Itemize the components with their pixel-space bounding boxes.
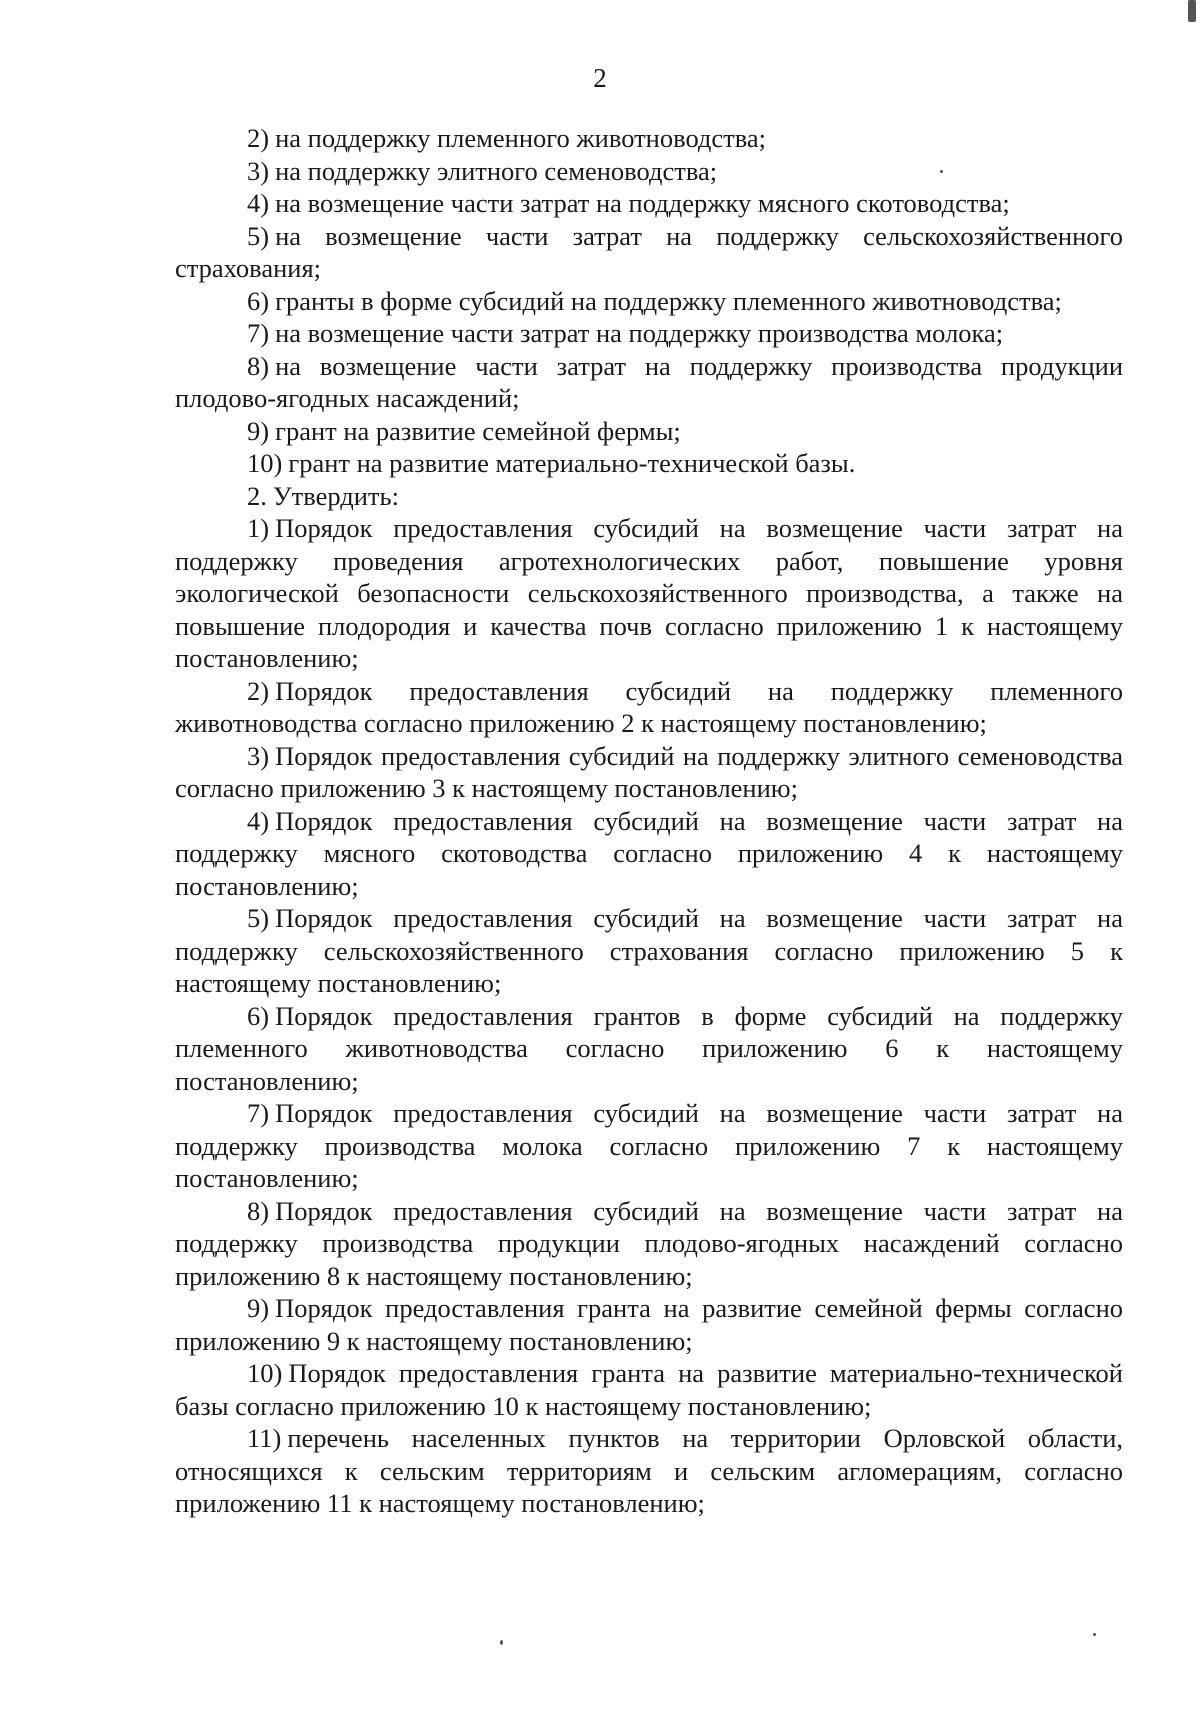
item-text: грант на развитие материально-технической базы. — [288, 448, 856, 478]
scan-speck — [940, 170, 943, 173]
item-number: 9) — [247, 1293, 270, 1323]
list-item — [175, 1357, 1123, 1422]
item-number: 11) — [247, 1423, 282, 1453]
item-number: 2) — [247, 123, 270, 153]
item-number: 8) — [247, 350, 270, 381]
item-text: Порядок предоставления грантов в форме субсидий на поддержку племенного животноводства согласно приложению 6 к настоящему постановлению; — [175, 1000, 1123, 1096]
list-item — [175, 350, 1123, 415]
item-text: Порядок предоставления субсидий на возмещение части затрат на поддержку проведения агротехнологических работ, повышение уровня экологической безопасности сельскохозяйственного производства, а также на повышение плодородия и качества почв согласно приложению 1 к настоящему постановлению; — [175, 513, 1123, 673]
section-number: 2. — [247, 480, 267, 511]
item-number: 8) — [247, 1195, 270, 1226]
item-number: 7) — [247, 1098, 270, 1128]
item-number: 4) — [247, 805, 270, 836]
list-item — [175, 805, 1123, 903]
item-text: Порядок предоставления гранта на развитие семейной фермы согласно приложению 9 к настоящему постановлению; — [175, 1293, 1123, 1356]
list-item — [175, 1422, 1123, 1520]
item-number: 10) — [247, 448, 283, 478]
item-number: 1) — [247, 513, 270, 543]
section-text: Утвердить: — [272, 480, 399, 511]
scan-speck — [500, 1640, 503, 1645]
item-text: Порядок предоставления субсидий на возмещение части затрат на поддержку мясного скотоводства согласно приложению 4 к настоящему постановлению; — [175, 805, 1123, 901]
list-item — [175, 122, 1123, 155]
item-number: 3) — [247, 740, 270, 771]
document-body — [175, 122, 1123, 1520]
item-number: 7) — [247, 318, 270, 348]
item-number: 9) — [247, 415, 270, 446]
item-number: 6) — [247, 285, 270, 316]
item-text: Порядок предоставления субсидий на возмещение части затрат на поддержку сельскохозяйственного страхования согласно приложению 5 к настоящему постановлению; — [175, 903, 1123, 998]
list-item — [175, 1097, 1123, 1195]
scan-speck — [1188, 0, 1196, 22]
item-text: гранты в форме субсидий на поддержку племенного животноводства; — [275, 285, 1062, 316]
item-text: Порядок предоставления субсидий на поддержку племенного животноводства согласно приложению 2 к настоящему постановлению; — [175, 675, 1123, 738]
list-item — [175, 285, 1123, 318]
item-text: на поддержку племенного животноводства; — [275, 123, 767, 153]
item-text: на поддержку элитного семеноводства; — [275, 155, 718, 186]
list-item — [175, 415, 1123, 448]
item-number: 2) — [247, 675, 270, 706]
item-text: Порядок предоставления субсидий на возмещение части затрат на поддержку производства продукции плодово-ягодных насаждений согласно приложению 8 к настоящему постановлению; — [175, 1195, 1123, 1291]
list-item — [175, 675, 1123, 740]
item-text: грант на развитие семейной фермы; — [275, 415, 681, 446]
scan-speck — [1093, 1633, 1096, 1636]
list-item — [175, 1195, 1123, 1293]
item-text: на возмещение части затрат на поддержку производства продукции плодово-ягодных насаждений; — [175, 350, 1123, 413]
list-item — [175, 317, 1123, 350]
section-heading — [175, 480, 1123, 513]
list-item — [175, 220, 1123, 285]
page-number: 2 — [593, 63, 607, 93]
item-number: 10) — [247, 1358, 283, 1388]
item-number: 5) — [247, 220, 270, 251]
list-item — [175, 155, 1123, 188]
item-number: 4) — [247, 188, 270, 218]
item-text: на возмещение части затрат на поддержку сельскохозяйственного страхования; — [175, 220, 1123, 283]
list-item — [175, 902, 1123, 1000]
item-text: перечень населенных пунктов на территории Орловской области, относящихся к сельским территориям и сельским агломерациям, согласно приложению 11 к настоящему постановлению; — [175, 1423, 1123, 1518]
item-number: 5) — [247, 903, 270, 933]
list-item — [175, 1000, 1123, 1098]
item-number: 3) — [247, 155, 270, 186]
list-item — [175, 447, 1123, 480]
item-number: 6) — [247, 1000, 270, 1031]
item-text: Порядок предоставления субсидий на возмещение части затрат на поддержку производства молока согласно приложению 7 к настоящему постановлению; — [175, 1098, 1123, 1193]
item-text: на возмещение части затрат на поддержку мясного скотоводства; — [275, 188, 1010, 218]
item-text: на возмещение части затрат на поддержку производства молока; — [275, 318, 1004, 348]
list-item — [175, 187, 1123, 220]
item-text: Порядок предоставления гранта на развитие материально-технической базы согласно приложению 10 к настоящему постановлению; — [175, 1358, 1123, 1421]
list-item — [175, 512, 1123, 675]
item-text: Порядок предоставления субсидий на поддержку элитного семеноводства согласно приложению 3 к настоящему постановлению; — [175, 740, 1123, 803]
list-item — [175, 740, 1123, 805]
list-item — [175, 1292, 1123, 1357]
